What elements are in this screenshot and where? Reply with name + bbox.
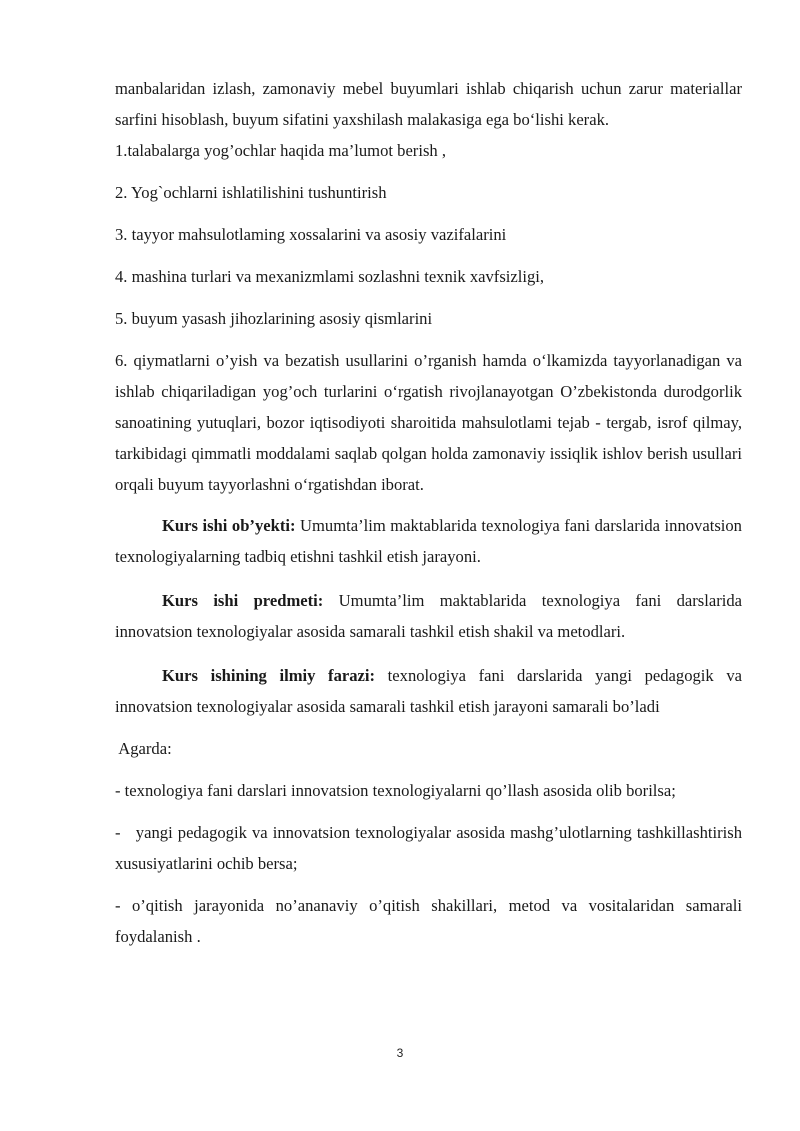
condition-item: - o’qitish jarayonida no’ananaviy o’qitish shakillari, metod va vositalaridan samarali foydalanish .: [115, 896, 742, 946]
list-item: 4. mashina turlari va mexanizmlami sozlashni texnik xavfsizligi,: [115, 267, 545, 286]
condition-item: - yangi pedagogik va innovatsion texnologiyalar asosida mashg’ulotlarning tashkillashtirish xususiyatlarini ochib bersa;: [115, 823, 747, 873]
page-body: [115, 73, 747, 952]
object-label: Kurs ishi ob’yekti:: [162, 516, 296, 535]
intro-paragraph: manbalaridan izlash, zamonaviy mebel buyumlari ishlab chiqarish uchun zarur materiallar sarfini hisoblash, buyum sifatini yaxshilash malakasiga ega bo‘lishi kerak.: [115, 79, 742, 129]
list-item: 3. tayyor mahsulotlaming xossalarini va asosiy vazifalarini: [115, 225, 507, 244]
list-item-six: 6. qiymatlarni o’yish va bezatish usullarini o’rganish hamda o‘lkamizda tayyorlanadigan va ishlab chiqariladigan yog’och turlarini o‘rgatish rivojlanayotgan O’zbekistonda durodgorlik sanoatining yutuqlari, bozor iqtisodiyoti sharoitida mahsulotlami tejab - tergab, isrof qilmay, tarkibidagi qimmatli moddalami saqlab qolgan holda zamonaviy issiqlik ishlov berish usullari orqali buyum tayyorlashni o‘rgatishdan iborat.: [115, 351, 742, 494]
list-item: 5. buyum yasash jihozlarining asosiy qismlarini: [115, 309, 433, 328]
subject-paragraph: [115, 585, 742, 647]
condition-item: - texnologiya fani darslari innovatsion texnologiyalarni qo’llash asosida olib borilsa;: [115, 781, 676, 800]
object-paragraph: [115, 510, 742, 572]
list-item: 2. Yog`ochlarni ishlatilishini tushuntirish: [115, 183, 387, 202]
subject-text: Umumta’lim maktablarida texnologiya fani darslarida innovatsion texnologiyalar asosida samarali tashkil etish shakil va metodlari.: [115, 591, 743, 641]
hypothesis-label: Kurs ishining ilmiy farazi:: [162, 666, 376, 685]
condition-label: Agarda:: [115, 739, 172, 758]
subject-label: Kurs ishi predmeti:: [162, 591, 324, 610]
hypothesis-text: texnologiya fani darslarida yangi pedagogik va innovatsion texnologiyalar asosida samarali tashkil etish jarayoni samarali bo’ladi: [115, 666, 742, 716]
page-number: 3: [396, 1046, 404, 1060]
hypothesis-paragraph: [115, 660, 742, 722]
list-item: 1.talabalarga yog’ochlar haqida ma’lumot berish ,: [115, 141, 446, 160]
object-text: Umumta’lim maktablarida texnologiya fani darslarida innovatsion texnologiyalarning tadbiq etishni tashkil etish jarayoni.: [115, 516, 742, 566]
